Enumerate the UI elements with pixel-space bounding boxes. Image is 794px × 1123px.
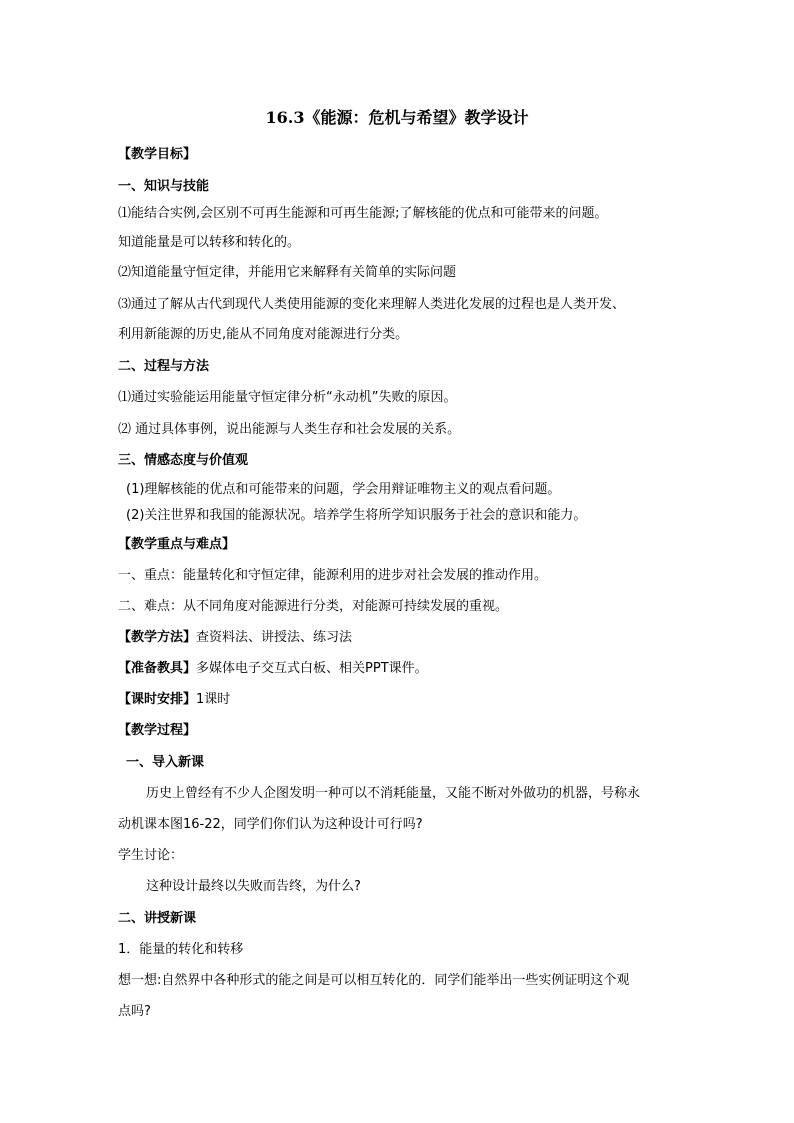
tools-line <box>118 660 688 678</box>
process-item-1: ⑴通过实验能运用能量守恒定律分析“永动机”失败的原因。 <box>118 390 457 405</box>
document-title: 16.3《能源：危机与希望》教学设计 <box>265 108 529 127</box>
schedule-value: 1课时 <box>196 692 231 707</box>
schedule-label: 【课时安排】 <box>118 692 197 707</box>
attitude-heading: 三、情感态度与价值观 <box>118 453 249 468</box>
intro-paragraph-line-1: 历史上曾经有不少人企图发明一种可以不消耗能量，又能不断对外做功的机器，号称永 <box>146 786 641 801</box>
methods-label: 【教学方法】 <box>118 630 197 645</box>
attitude-item-2: (2)关注世界和我国的能源状况。培养学生将所学知识服务于社会的意识和能力。 <box>126 508 587 523</box>
knowledge-item-1-line-1: ⑴能结合实例,会区别不可再生能源和可再生能源;了解核能的优点和可能带来的问题。 <box>118 206 608 221</box>
lecture-heading: 二、讲授新课 <box>118 911 197 926</box>
methods-value: 查资料法、讲授法、练习法 <box>196 630 353 645</box>
objectives-heading: 【教学目标】 <box>118 147 197 162</box>
intro-heading: 一、导入新课 <box>126 755 205 770</box>
knowledge-item-2: ⑵知道能量守恒定律，并能用它来解释有关简单的实际问题 <box>118 265 457 280</box>
methods-line <box>118 629 688 647</box>
think-paragraph-line-2: 点吗? <box>118 1004 151 1019</box>
keypoints-heading: 【教学重点与难点】 <box>118 537 236 552</box>
knowledge-heading: 一、知识与技能 <box>118 179 210 194</box>
keypoint-item-1: 一、重点：能量转化和守恒定律，能源利用的进步对社会发展的推动作用。 <box>118 568 548 583</box>
knowledge-item-1-line-2: 知道能量是可以转移和转化的。 <box>118 235 301 250</box>
knowledge-item-3-line-2: 利用新能源的历史,能从不同角度对能源进行分类。 <box>118 327 409 342</box>
attitude-item-1: (1)理解核能的优点和可能带来的问题，学会用辩证唯物主义的观点看问题。 <box>126 482 561 497</box>
schedule-line <box>118 691 688 709</box>
discussion-text: 这种设计最终以失败而告终，为什么? <box>146 879 361 894</box>
section-1-heading: 1．能量的转化和转移 <box>118 942 244 957</box>
process-item-2: ⑵ 通过具体事例，说出能源与人类生存和社会发展的关系。 <box>118 422 461 437</box>
intro-paragraph-line-2: 动机课本图16-22，同学们你们认为这种设计可行吗? <box>118 817 423 832</box>
keypoint-item-2: 二、难点：从不同角度对能源进行分类，对能源可持续发展的重视。 <box>118 599 509 614</box>
knowledge-item-3-line-1: ⑶通过了解从古代到现代人类使用能源的变化来理解人类进化发展的过程也是人类开发、 <box>118 297 626 312</box>
tools-value: 多媒体电子交互式白板、相关PPT课件。 <box>196 661 428 676</box>
process-heading: 二、过程与方法 <box>118 359 210 374</box>
discussion-label: 学生讨论： <box>118 848 184 863</box>
tools-label: 【准备教具】 <box>118 661 197 676</box>
procedure-heading: 【教学过程】 <box>118 723 197 738</box>
think-paragraph-line-1: 想一想:自然界中各种形式的能之间是可以相互转化的．同学们能举出一些实例证明这个观 <box>118 973 630 988</box>
